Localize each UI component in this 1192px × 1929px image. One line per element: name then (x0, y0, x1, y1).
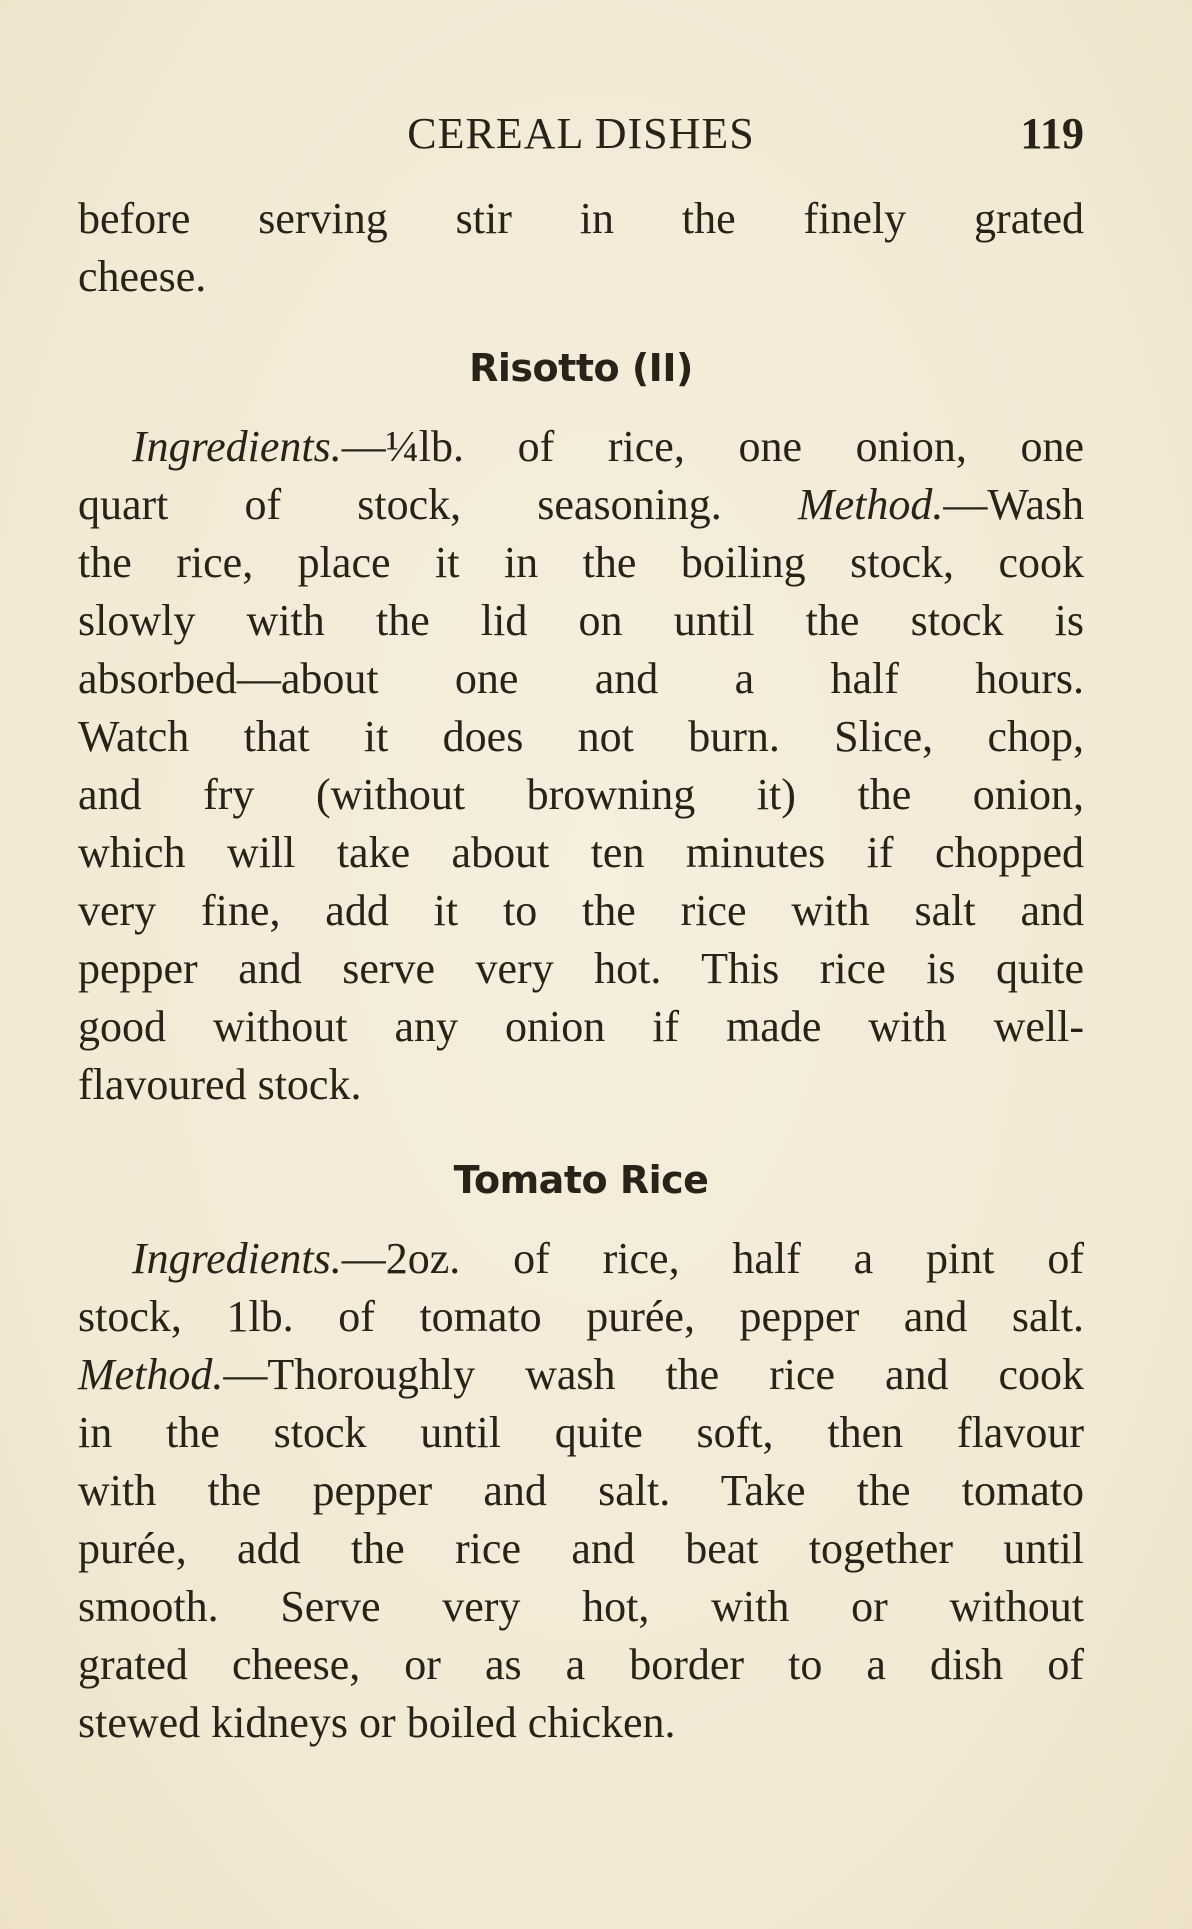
text-line: good without any onion if made with well- (78, 1002, 1084, 1051)
text-line: stewed kidneys or boiled chicken. (78, 1698, 676, 1747)
text-line: grated cheese, or as a border to a dish of (78, 1640, 1084, 1689)
text-line: absorbed—about one and a half hours. (78, 654, 1084, 703)
tomato-rice-paragraph (78, 1230, 1084, 1752)
text-line (78, 1346, 1084, 1404)
text-fragment: —¼lb. of rice, one onion, one (341, 422, 1084, 471)
text-line: smooth. Serve very hot, with or without (78, 1582, 1084, 1631)
running-head (78, 108, 1084, 158)
text-line: purée, add the rice and beat together until (78, 1524, 1084, 1573)
text-line (78, 476, 1084, 534)
running-title: CEREAL DISHES (407, 109, 755, 158)
text-line: Watch that it does not burn. Slice, chop, (78, 712, 1084, 761)
text-line: and fry (without browning it) the onion, (78, 770, 1084, 819)
text-line (78, 418, 1084, 476)
method-label: Method. (797, 480, 944, 529)
text-fragment: —Wash (943, 480, 1084, 529)
text-fragment: quart of stock, seasoning. (78, 480, 798, 529)
risotto-paragraph (78, 418, 1084, 1114)
text-line: very fine, add it to the rice with salt and (78, 886, 1084, 935)
text-line: cheese. (78, 252, 207, 301)
text-line: in the stock until quite soft, then flavour (78, 1408, 1084, 1457)
text-line (78, 1230, 1084, 1288)
text-line: pepper and serve very hot. This rice is quite (78, 944, 1084, 993)
page-number: 119 (1020, 109, 1084, 158)
text-line: stock, 1lb. of tomato purée, pepper and salt. (78, 1292, 1084, 1341)
recipe-heading-tomato-rice: Tomato Rice (453, 1158, 709, 1202)
text-fragment: —2oz. of rice, half a pint of (341, 1234, 1084, 1283)
text-line: with the pepper and salt. Take the tomato (78, 1466, 1084, 1515)
method-label: Method. (78, 1350, 224, 1399)
text-line: which will take about ten minutes if chopped (78, 828, 1084, 877)
text-line: slowly with the lid on until the stock is (78, 596, 1084, 645)
text-fragment: —Thoroughly wash the rice and cook (223, 1350, 1084, 1399)
recipe-heading-risotto: Risotto (II) (469, 346, 693, 390)
text-line: flavoured stock. (78, 1060, 362, 1109)
text-line: the rice, place it in the boiling stock, cook (78, 538, 1084, 587)
text-line: before serving stir in the finely grated (78, 194, 1084, 243)
ingredients-label: Ingredients. (132, 1234, 342, 1283)
ingredients-label: Ingredients. (132, 422, 342, 471)
intro-paragraph (78, 190, 1084, 306)
